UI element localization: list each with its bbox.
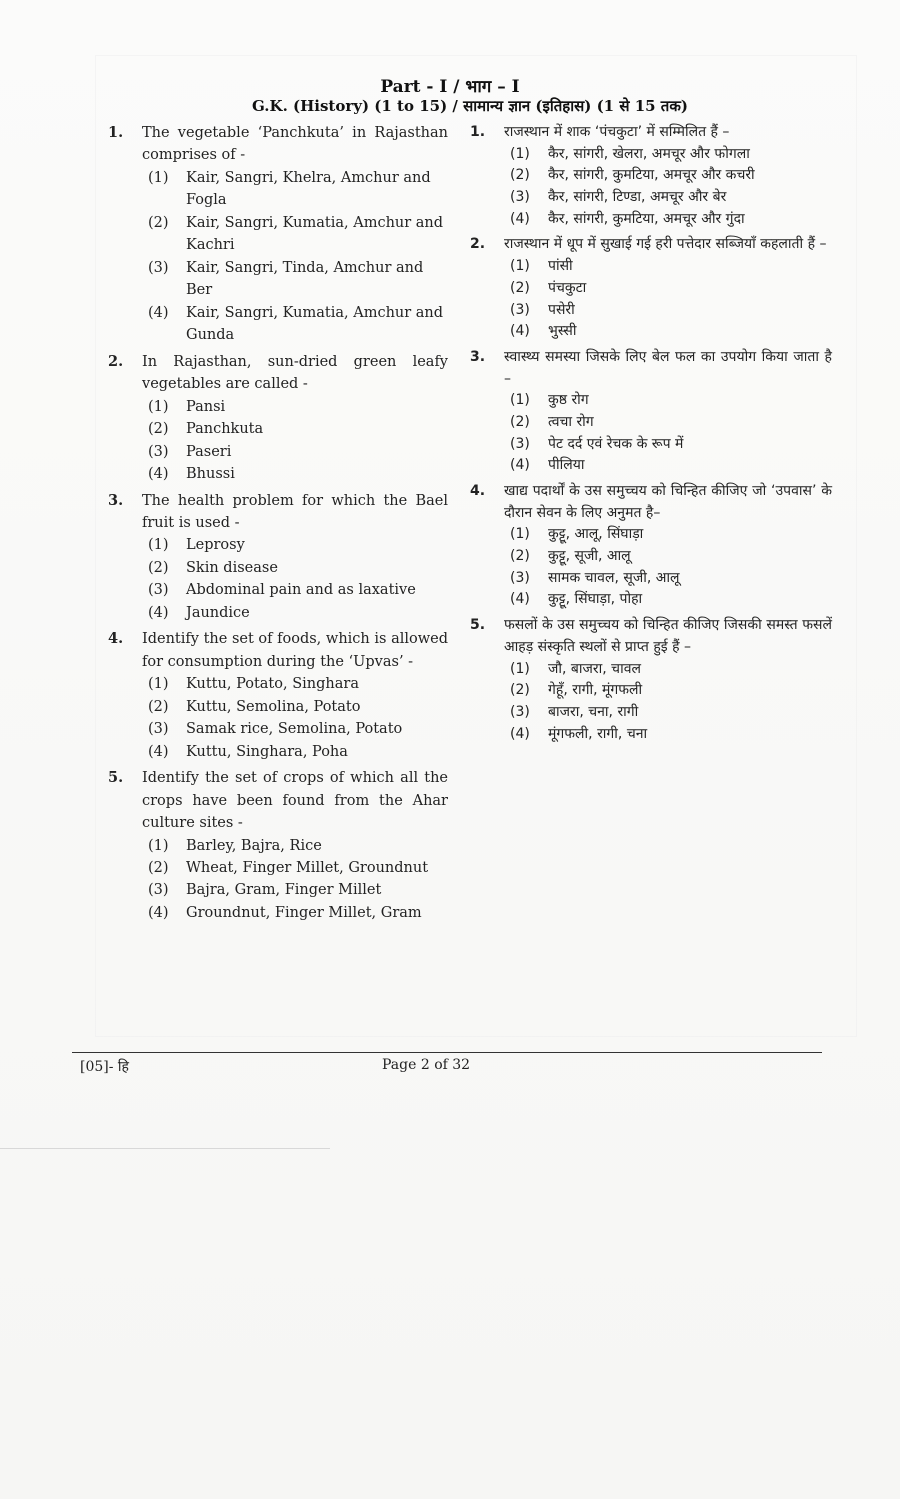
option [148, 418, 448, 440]
option-text: Jaundice [186, 604, 250, 621]
option-number: (3) [510, 301, 530, 318]
option-number: (1) [148, 537, 169, 554]
option-text: कैर, सांगरी, कुमटिया, अमचूर और कचरी [548, 167, 755, 184]
option-number: (3) [148, 443, 169, 460]
option-number: (2) [510, 548, 530, 565]
option [510, 434, 832, 456]
option-text: कुट्टू, सूजी, आलू [548, 548, 631, 565]
option-number: (3) [510, 703, 530, 720]
option-text: पसेरी [548, 301, 575, 318]
option [148, 534, 448, 556]
question-en [108, 351, 448, 486]
option-text: Pansi [186, 398, 226, 415]
option [148, 212, 448, 257]
option-text: Samak rice, Semolina, Potato [186, 721, 403, 738]
option [148, 302, 448, 347]
option-number: (2) [510, 167, 530, 184]
option-text: Kuttu, Semolina, Potato [186, 698, 361, 715]
option [148, 167, 448, 212]
question-hi [470, 615, 832, 745]
option [510, 278, 832, 300]
option [148, 396, 448, 418]
question-number: 5. [108, 769, 124, 787]
option-text: त्वचा रोग [548, 413, 594, 430]
option-number: (4) [510, 591, 530, 608]
option [148, 741, 448, 763]
option-text: Kuttu, Potato, Singhara [186, 676, 359, 693]
question-hi [470, 122, 832, 230]
option [148, 257, 448, 302]
option-number: (4) [510, 323, 530, 340]
option [510, 209, 832, 231]
question-number: 2. [470, 236, 486, 253]
question-number: 3. [108, 491, 124, 509]
option-text: Bhussi [186, 466, 235, 483]
option [510, 455, 832, 477]
question-en [108, 490, 448, 625]
question-text: खाद्य पदार्थों के उस समुच्चय को चिन्हित कीजिए जो ‘उपवास’ के दौरान सेवन के लिए अनुमत है– [504, 483, 832, 521]
option [148, 557, 448, 579]
question-number: 4. [470, 483, 486, 499]
option [148, 857, 448, 879]
option-number: (2) [148, 421, 169, 438]
option-number: (1) [510, 258, 530, 275]
option [510, 321, 832, 343]
option [148, 579, 448, 601]
option-text: Paseri [186, 443, 232, 460]
option-text: Kair, Sangri, Kumatia, Amchur and Gunda [186, 304, 444, 344]
question-text: Identify the set of crops of which all the crops have been found from the Ahar culture sites - [142, 770, 448, 832]
question-number: 5. [470, 617, 486, 634]
english-column [108, 122, 448, 928]
option-number: (2) [148, 559, 169, 576]
option [148, 602, 448, 624]
paper-code: [05]- हि [80, 1059, 129, 1075]
option-number: (1) [510, 526, 530, 543]
question-text: The vegetable ‘Panchkuta’ in Rajasthan comprises of - [142, 125, 448, 164]
option [148, 441, 448, 463]
option [510, 165, 832, 187]
question-number: 2. [108, 352, 124, 370]
question-number: 3. [470, 348, 486, 365]
option-text: कुष्ठ रोग [548, 392, 589, 409]
option [510, 568, 832, 590]
page-number: Page 2 of 32 [382, 1057, 471, 1073]
option-number: (1) [148, 169, 169, 186]
option-number: (2) [510, 279, 530, 296]
option-text: पांसी [548, 258, 573, 275]
option-text: पेट दर्द एवं रेचक के रूप में [548, 435, 684, 452]
question-text: राजस्थान में धूप में सुखाई गई हरी पत्तेदार सब्जियाँ कहलाती हैं – [504, 236, 827, 253]
option-text: Bajra, Gram, Finger Millet [186, 882, 382, 899]
option [510, 412, 832, 434]
section-heading: G.K. (History) (1 to 15) / सामान्य ज्ञान (इतिहास) (1 से 15 तक) [252, 97, 688, 115]
scan-edge-line [0, 1148, 330, 1149]
option [510, 659, 832, 681]
question-en [108, 122, 448, 347]
question-text: स्वास्थ्य समस्या जिसके लिए बेल फल का उपयोग किया जाता है – [504, 348, 832, 387]
option-number: (4) [148, 743, 169, 760]
option-number: (4) [148, 304, 169, 321]
option-text: Barley, Bajra, Rice [186, 837, 322, 854]
question-number: 4. [108, 630, 124, 648]
option-text: Groundnut, Finger Millet, Gram [186, 904, 422, 921]
option-number: (1) [510, 392, 530, 409]
option-number: (1) [148, 676, 169, 693]
option-text: पंचकुटा [548, 279, 587, 296]
option [510, 256, 832, 278]
option-number: (3) [510, 189, 530, 206]
option [148, 696, 448, 718]
option-number: (1) [148, 398, 169, 415]
option [510, 546, 832, 568]
option-text: Panchkuta [186, 421, 264, 438]
option-text: Wheat, Finger Millet, Groundnut [186, 860, 429, 876]
part-heading: Part - I / भाग – I [380, 77, 520, 97]
option-number: (4) [510, 210, 530, 227]
option [510, 187, 832, 209]
option-text: Skin disease [186, 559, 278, 576]
option-number: (4) [510, 457, 530, 474]
option [510, 702, 832, 724]
option-number: (3) [148, 721, 169, 738]
option [510, 589, 832, 611]
option-text: गेहूँ, रागी, मूंगफली [548, 682, 643, 699]
option-number: (2) [510, 413, 530, 430]
hindi-column [470, 122, 832, 749]
option-text: कैर, सांगरी, कुमटिया, अमचूर और गुंदा [548, 210, 745, 227]
option-text: पीलिया [548, 457, 585, 474]
option-text: Kair, Sangri, Tinda, Amchur and Ber [186, 259, 424, 299]
option-text: कैर, सांगरी, टिण्डा, अमचूर और बेर [548, 189, 727, 206]
option-number: (1) [510, 660, 530, 677]
footer-rule [72, 1052, 822, 1053]
option-text: कुट्टू, आलू, सिंघाड़ा [548, 526, 644, 543]
question-number: 1. [108, 124, 124, 141]
option-number: (3) [510, 569, 530, 586]
question-text: राजस्थान में शाक ‘पंचकुटा’ में सम्मिलित हैं – [504, 124, 730, 140]
option [510, 524, 832, 546]
option-number: (1) [510, 145, 530, 162]
option [148, 463, 448, 485]
option-number: (3) [148, 882, 169, 899]
option-text: मूंगफली, रागी, चना [548, 725, 648, 742]
option-text: जौ, बाजरा, चावल [548, 660, 641, 677]
option-text: Kair, Sangri, Khelra, Amchur and Fogla [186, 169, 431, 209]
option-text: Kuttu, Singhara, Poha [186, 743, 348, 760]
option-number: (3) [510, 435, 530, 452]
option [148, 879, 448, 901]
option-number: (4) [148, 904, 169, 921]
option-number: (1) [148, 837, 169, 854]
option [510, 680, 832, 702]
question-hi [470, 481, 832, 611]
question-text: फसलों के उस समुच्चय को चिन्हित कीजिए जिसकी समस्त फसलें आहड़ संस्कृति स्थलों से प्राप्त हुई हैं – [504, 617, 832, 655]
option-number: (3) [148, 582, 169, 599]
option-text: Abdominal pain and as laxative [186, 582, 416, 599]
option-text: बाजरा, चना, रागी [548, 703, 639, 720]
option [148, 835, 448, 857]
option [148, 718, 448, 740]
option-number: (2) [148, 214, 169, 231]
option-number: (2) [148, 698, 169, 715]
question-text: Identify the set of foods, which is allowed for consumption during the ‘Upvas’ - [142, 631, 448, 670]
option [148, 673, 448, 695]
question-text: The health problem for which the Bael fruit is used - [142, 492, 448, 531]
option-number: (4) [148, 466, 169, 483]
question-en [108, 628, 448, 763]
option [510, 300, 832, 322]
option-text: Kair, Sangri, Kumatia, Amchur and Kachri [186, 214, 444, 254]
option [510, 144, 832, 166]
option [510, 724, 832, 746]
question-hi [470, 347, 832, 477]
question-hi [470, 234, 832, 342]
question-text: In Rajasthan, sun-dried green leafy vegetables are called - [142, 353, 448, 393]
option-number: (2) [148, 860, 169, 876]
option-text: कैर, सांगरी, खेलरा, अमचूर और फोगला [548, 145, 750, 162]
option-text: कुट्टू, सिंघाड़ा, पोहा [548, 591, 643, 608]
question-en [108, 767, 448, 924]
option-text: भुस्सी [548, 323, 577, 340]
option-number: (3) [148, 259, 169, 276]
option-number: (4) [510, 725, 530, 742]
question-number: 1. [470, 124, 486, 140]
option-text: Leprosy [186, 537, 245, 554]
option [148, 902, 448, 924]
option-text: सामक चावल, सूजी, आलू [548, 569, 680, 586]
option-number: (2) [510, 682, 530, 699]
option-number: (4) [148, 604, 169, 621]
option [510, 390, 832, 412]
